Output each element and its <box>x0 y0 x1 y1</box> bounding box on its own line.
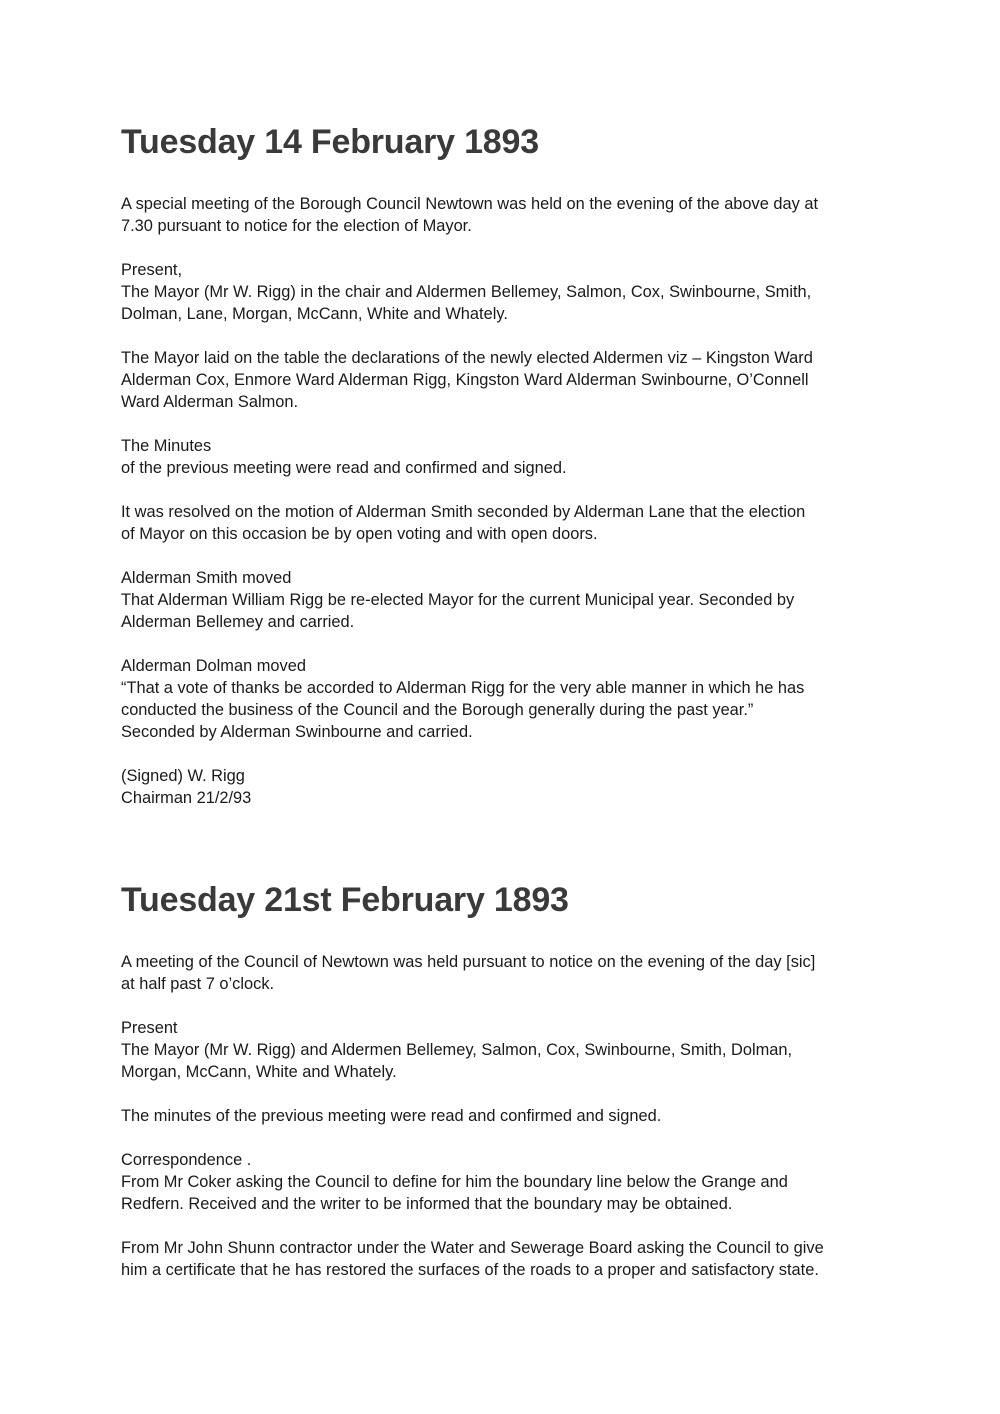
paragraph-minutes <box>121 435 891 479</box>
paragraph-meeting-notice <box>121 951 891 995</box>
text-line: The Mayor laid on the table the declarations of the newly elected Aldermen viz – Kingston Ward <box>121 349 813 367</box>
text-line: The Mayor (Mr W. Rigg) and Aldermen Bellemey, Salmon, Cox, Swinbourne, Smith, Dolman, <box>121 1041 793 1059</box>
text-line: Alderman Bellemey and carried. <box>121 613 355 631</box>
paragraph-resolution <box>121 501 891 545</box>
minutes-section-1 <box>121 121 891 831</box>
paragraph-minutes <box>121 1105 891 1127</box>
text-line: at half past 7 o’clock. <box>121 975 275 993</box>
text-line: (Signed) W. Rigg <box>121 767 245 785</box>
text-line: That Alderman William Rigg be re-elected Mayor for the current Municipal year. Seconded by <box>121 591 795 609</box>
paragraph-dolman-motion <box>121 655 891 743</box>
paragraph-shunn-letter <box>121 1237 891 1281</box>
text-line: From Mr Coker asking the Council to define for him the boundary line below the Grange and <box>121 1173 788 1191</box>
text-line: A meeting of the Council of Newtown was held pursuant to notice on the evening of the day [sic] <box>121 953 816 971</box>
text-line: Alderman Dolman moved <box>121 657 306 675</box>
text-line: Correspondence . <box>121 1151 252 1169</box>
text-line: A special meeting of the Borough Council Newtown was held on the evening of the above day at <box>121 195 819 213</box>
paragraph-meeting-notice <box>121 193 891 237</box>
text-line: him a certificate that he has restored the surfaces of the roads to a proper and satisfactory state. <box>121 1261 819 1279</box>
text-line: Present, <box>121 261 183 279</box>
text-line: Seconded by Alderman Swinbourne and carried. <box>121 723 473 741</box>
paragraph-smith-motion <box>121 567 891 633</box>
text-line: It was resolved on the motion of Alderman Smith seconded by Alderman Lane that the election <box>121 503 806 521</box>
text-line: Ward Alderman Salmon. <box>121 393 299 411</box>
text-line: of the previous meeting were read and confirmed and signed. <box>121 459 567 477</box>
text-line: of Mayor on this occasion be by open voting and with open doors. <box>121 525 598 543</box>
minutes-section-2 <box>121 879 891 1303</box>
text-line: 7.30 pursuant to notice for the election of Mayor. <box>121 217 472 235</box>
text-line: Chairman 21/2/93 <box>121 789 252 807</box>
paragraph-present <box>121 1017 891 1083</box>
text-line: Redfern. Received and the writer to be informed that the boundary may be obtained. <box>121 1195 733 1213</box>
text-line: Alderman Smith moved <box>121 569 292 587</box>
text-line: Dolman, Lane, Morgan, McCann, White and Whately. <box>121 305 508 323</box>
paragraph-present <box>121 259 891 325</box>
section-heading: Tuesday 21st February 1893 <box>121 881 569 919</box>
text-line: From Mr John Shunn contractor under the Water and Sewerage Board asking the Council to give <box>121 1239 824 1257</box>
paragraph-correspondence <box>121 1149 891 1215</box>
text-line: Alderman Cox, Enmore Ward Alderman Rigg, Kingston Ward Alderman Swinbourne, O’Connell <box>121 371 809 389</box>
text-line: conducted the business of the Council and the Borough generally during the past year.” <box>121 701 754 719</box>
paragraph-signature <box>121 765 891 809</box>
text-line: The minutes of the previous meeting were read and confirmed and signed. <box>121 1107 662 1125</box>
section-heading: Tuesday 14 February 1893 <box>121 123 539 161</box>
paragraph-declarations <box>121 347 891 413</box>
text-line: “That a vote of thanks be accorded to Alderman Rigg for the very able manner in which he has <box>121 679 805 697</box>
text-line: Morgan, McCann, White and Whately. <box>121 1063 397 1081</box>
text-line: The Mayor (Mr W. Rigg) in the chair and Aldermen Bellemey, Salmon, Cox, Swinbourne, Smith, <box>121 283 812 301</box>
text-line: The Minutes <box>121 437 212 455</box>
text-line: Present <box>121 1019 178 1037</box>
